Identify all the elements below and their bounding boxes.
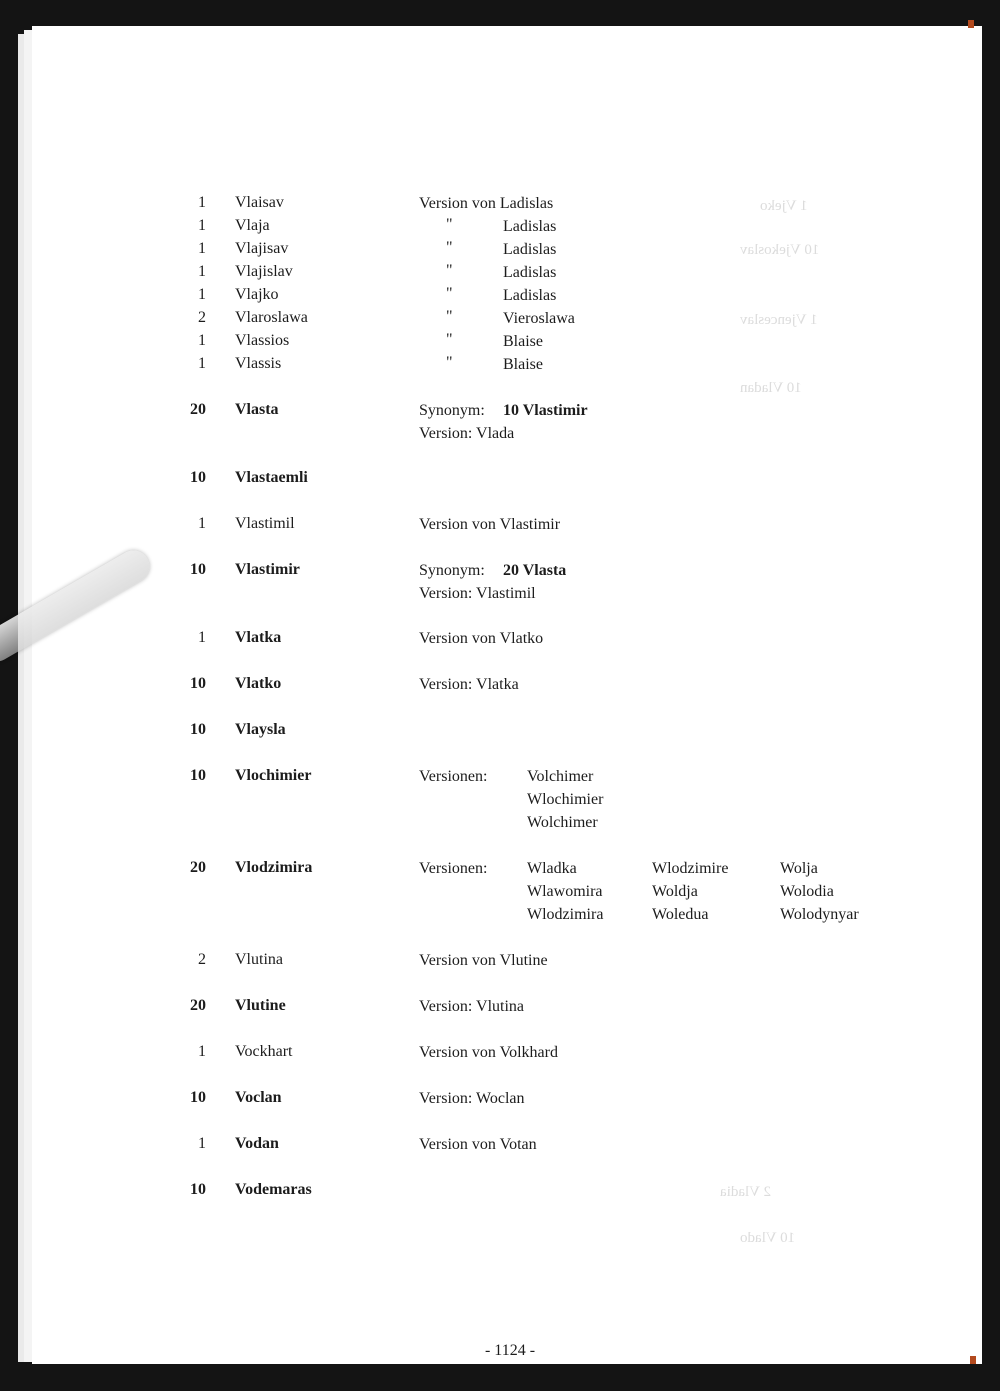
ditto-mark: " [446, 216, 453, 233]
entry-name: Vockhart [235, 1043, 293, 1060]
entry-reference: Vieroslawa [503, 310, 575, 327]
entry-reference: Ladislas [503, 264, 557, 281]
ditto-mark: " [446, 354, 453, 371]
version-line: Version: Vlastimil [419, 585, 536, 602]
entry-description: Version: Vlutina [419, 998, 525, 1015]
entry-name: Vlastimir [235, 561, 300, 578]
entry-name: Vlutina [235, 951, 283, 968]
version-item: Wlodzimira [527, 906, 604, 923]
entry-name: Vlaysla [235, 721, 286, 738]
entry-number: 2 [198, 309, 206, 326]
bleed-through-text: 10 Vladan [740, 380, 802, 396]
entry-number: 20 [190, 401, 206, 418]
entry-name: Vodan [235, 1135, 279, 1152]
entry-description: Version von Votan [419, 1136, 537, 1153]
entry-number: 20 [190, 997, 206, 1014]
version-item: Wolchimer [527, 814, 598, 831]
entry-description: Version von Vlastimir [419, 516, 561, 533]
entry-number: 1 [198, 263, 206, 280]
entry-number: 10 [190, 721, 206, 738]
entry-name: Vlutine [235, 997, 286, 1014]
bleed-through-text: 1 Vjenceslav [740, 312, 818, 328]
entry-name: Vlajko [235, 286, 279, 303]
entry-number: 10 [190, 1089, 206, 1106]
bleed-through-text: 10 Vlado [740, 1230, 796, 1246]
ditto-mark: " [446, 239, 453, 256]
page-number: - 1124 - [484, 1342, 536, 1359]
entry-reference: Blaise [503, 356, 543, 373]
entry-number: 1 [198, 240, 206, 257]
entry-number: 20 [190, 859, 206, 876]
entry-number: 2 [198, 951, 206, 968]
synonym-label: Synonym: [419, 562, 485, 579]
entry-number: 10 [190, 675, 206, 692]
version-item: Wolja [780, 860, 818, 877]
entry-name: Voclan [235, 1089, 282, 1106]
bleed-through-text: 1 Vjeko [760, 198, 808, 214]
entry-number: 1 [198, 1135, 206, 1152]
entry-number: 1 [198, 217, 206, 234]
bleed-through-text: 2 Vladia [720, 1184, 771, 1200]
synonym-value: 20 Vlasta [503, 562, 567, 579]
entry-name: Vlaisav [235, 194, 284, 211]
entry-name: Vlajisav [235, 240, 289, 257]
version-item: Wlochimier [527, 791, 604, 808]
version-item: Woledua [652, 906, 709, 923]
entry-name: Vlatko [235, 675, 282, 692]
entry-reference: Blaise [503, 333, 543, 350]
entry-description: Version von Ladislas [419, 195, 554, 212]
entry-description: Version von Volkhard [419, 1044, 558, 1061]
entry-name: Vodemaras [235, 1181, 312, 1198]
entry-number: 1 [198, 194, 206, 211]
entry-description: Version von Vlatko [419, 630, 544, 647]
version-item: Wolodynyar [780, 906, 859, 923]
entry-number: 1 [198, 332, 206, 349]
version-item: Wlodzimire [652, 860, 729, 877]
entry-description: Version von Vlutine [419, 952, 548, 969]
version-item: Woldja [652, 883, 698, 900]
entry-name: Vlastaemli [235, 469, 308, 486]
entry-number: 10 [190, 1181, 206, 1198]
entry-number: 1 [198, 286, 206, 303]
version-item: Wlawomira [527, 883, 603, 900]
entry-name: Vlajislav [235, 263, 293, 280]
entry-number: 1 [198, 629, 206, 646]
ditto-mark: " [446, 331, 453, 348]
entry-name: Vlodzimira [235, 859, 313, 876]
bleed-through-text: 10 Vjekoslav [740, 242, 820, 258]
entry-description: Version: Vlatka [419, 676, 519, 693]
entry-name: Vlaroslawa [235, 309, 308, 326]
versions-label: Versionen: [419, 768, 488, 785]
entry-name: Vlassis [235, 355, 282, 372]
entry-number: 1 [198, 515, 206, 532]
version-item: Wladka [527, 860, 577, 877]
entry-name: Vlasta [235, 401, 279, 418]
version-item: Wolodia [780, 883, 834, 900]
entry-number: 10 [190, 469, 206, 486]
entry-name: Vlochimier [235, 767, 312, 784]
entry-name: Vlastimil [235, 515, 295, 532]
entry-number: 10 [190, 767, 206, 784]
entry-name: Vlassios [235, 332, 290, 349]
ditto-mark: " [446, 285, 453, 302]
entry-reference: Ladislas [503, 287, 557, 304]
entry-number: 1 [198, 1043, 206, 1060]
entry-number: 1 [198, 355, 206, 372]
synonym-label: Synonym: [419, 402, 485, 419]
entry-reference: Ladislas [503, 241, 557, 258]
ditto-mark: " [446, 262, 453, 279]
synonym-value: 10 Vlastimir [503, 402, 588, 419]
entry-number: 10 [190, 561, 206, 578]
version-item: Volchimer [527, 768, 594, 785]
entry-reference: Ladislas [503, 218, 557, 235]
ditto-mark: " [446, 308, 453, 325]
versions-label: Versionen: [419, 860, 488, 877]
entry-name: Vlatka [235, 629, 282, 646]
entry-description: Version: Woclan [419, 1090, 525, 1107]
version-line: Version: Vlada [419, 425, 515, 442]
entry-name: Vlaja [235, 217, 270, 234]
